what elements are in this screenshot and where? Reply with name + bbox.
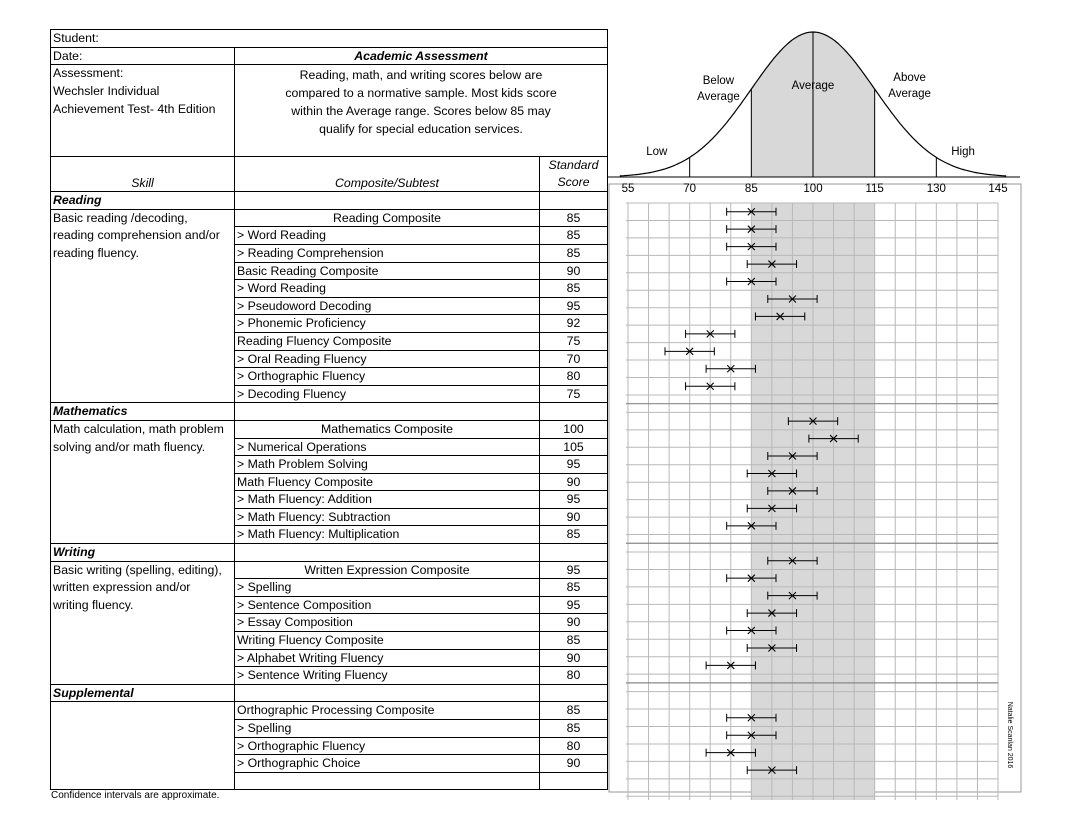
subtest-header: Composite/Subtest [235, 157, 540, 192]
x-tick-label: 145 [988, 183, 1008, 195]
subtest-name: > Sentence Writing Fluency [235, 667, 540, 685]
section-header-row [51, 403, 608, 421]
intro-line: Reading, math, and writing scores below are [299, 68, 543, 83]
standard-score: 80 [540, 737, 608, 755]
section-title: Supplemental [51, 684, 235, 702]
curve-label-below-average: Average [697, 91, 740, 103]
standard-score: 85 [540, 632, 608, 650]
table-row [51, 561, 608, 579]
assessment-line: Assessment: [53, 66, 124, 81]
student-label: Student: [51, 30, 608, 48]
subtest-name: Written Expression Composite [235, 561, 540, 579]
standard-score: 105 [540, 438, 608, 456]
intro-line: within the Average range. Scores below 85 may [291, 104, 551, 119]
standard-score: 90 [540, 755, 608, 773]
subtest-name: > Spelling [235, 720, 540, 738]
credit-text: Natalie Scanlan 2016 [1006, 701, 1013, 769]
standard-score: 85 [540, 720, 608, 738]
x-tick-label: 100 [803, 183, 823, 195]
empty-cell [235, 403, 540, 421]
subtest-name: > Orthographic Choice [235, 755, 540, 773]
score-header-line: Standard [548, 158, 599, 173]
subtest-name: Math Fluency Composite [235, 473, 540, 491]
date-label: Date: [51, 47, 235, 65]
table-row [51, 420, 608, 438]
subtest-name: Basic Reading Composite [235, 262, 540, 280]
skill-header: Skill [51, 157, 235, 192]
subtest-name: > Orthographic Fluency [235, 737, 540, 755]
subtest-name: Mathematics Composite [235, 420, 540, 438]
subtest-name: > Spelling [235, 579, 540, 597]
curve-label-low: Low [646, 146, 668, 158]
standard-score: 90 [540, 262, 608, 280]
student-row [51, 30, 608, 48]
subtest-name: > Math Problem Solving [235, 456, 540, 474]
description-line: Basic writing (spelling, editing), [53, 562, 222, 577]
section-header-row [51, 544, 608, 562]
intro-row [51, 65, 608, 157]
x-tick-label: 85 [744, 183, 758, 195]
standard-score: 85 [540, 227, 608, 245]
standard-score: 90 [540, 508, 608, 526]
subtest-name: > Numerical Operations [235, 438, 540, 456]
standard-score: 85 [540, 209, 608, 227]
standard-score: 95 [540, 456, 608, 474]
assessment-table [50, 29, 608, 790]
section-description [51, 561, 235, 684]
subtest-name: > Math Fluency: Subtraction [235, 508, 540, 526]
empty-cell [235, 684, 540, 702]
section-header-row [51, 192, 608, 210]
subtest-name: Reading Fluency Composite [235, 332, 540, 350]
standard-score: 70 [540, 350, 608, 368]
curve-label-average: Average [791, 80, 835, 92]
subtest-name: > Oral Reading Fluency [235, 350, 540, 368]
x-tick-label: 115 [865, 183, 884, 195]
standard-score: 85 [540, 526, 608, 544]
curve-label-above-average: Above [893, 72, 926, 84]
date-row [51, 47, 608, 65]
standard-score: 95 [540, 297, 608, 315]
standard-score: 90 [540, 473, 608, 491]
section-description [51, 209, 235, 403]
intro-line: compared to a normative sample. Most kids score [285, 86, 557, 101]
standard-score [540, 772, 608, 790]
footnote: Confidence intervals are approximate. [51, 790, 220, 801]
subtest-name: > Essay Composition [235, 614, 540, 632]
section-title: Reading [51, 192, 235, 210]
section-title: Writing [51, 544, 235, 562]
description-line: solving and/or math fluency. [53, 439, 206, 454]
table-row [51, 702, 608, 720]
section-description [51, 702, 235, 790]
description-line: reading fluency. [53, 246, 139, 261]
empty-cell [540, 403, 608, 421]
subtest-name: > Decoding Fluency [235, 385, 540, 403]
standard-score: 90 [540, 649, 608, 667]
description-line: written expression and/or [53, 580, 191, 595]
standard-score: 100 [540, 420, 608, 438]
assessment-line: Achievement Test- 4th Edition [53, 101, 216, 116]
score-header [540, 157, 608, 192]
intro-text [235, 65, 608, 157]
subtest-name: > Reading Comprehension [235, 244, 540, 262]
standard-score: 85 [540, 702, 608, 720]
subtest-name: Writing Fluency Composite [235, 632, 540, 650]
standard-score: 90 [540, 614, 608, 632]
subtest-name: Reading Composite [235, 209, 540, 227]
subtest-name: > Phonemic Proficiency [235, 315, 540, 333]
curve-label-high: High [951, 146, 975, 158]
score-chart [600, 20, 1030, 800]
subtest-name: Orthographic Processing Composite [235, 702, 540, 720]
intro-line: qualify for special education services. [319, 122, 523, 137]
subtest-name: > Word Reading [235, 280, 540, 298]
description-line: Math calculation, math problem [53, 421, 224, 436]
column-header-row [51, 157, 608, 192]
x-tick-label: 55 [621, 183, 635, 195]
x-tick-label: 70 [683, 183, 697, 195]
standard-score: 85 [540, 280, 608, 298]
subtest-name: > Math Fluency: Addition [235, 491, 540, 509]
description-line: writing fluency. [53, 598, 134, 613]
subtest-name: > Alphabet Writing Fluency [235, 649, 540, 667]
standard-score: 85 [540, 244, 608, 262]
assessment-name [51, 65, 235, 157]
subtest-name: > Pseudoword Decoding [235, 297, 540, 315]
subtest-name: > Word Reading [235, 227, 540, 245]
subtest-name: > Sentence Composition [235, 596, 540, 614]
section-description [51, 420, 235, 543]
subtest-name: > Orthographic Fluency [235, 368, 540, 386]
description-line: Basic reading /decoding, [53, 210, 188, 225]
assessment-title: Academic Assessment [235, 47, 608, 65]
standard-score: 75 [540, 385, 608, 403]
subtest-name [235, 772, 540, 790]
empty-cell [540, 684, 608, 702]
standard-score: 85 [540, 579, 608, 597]
subtest-name: > Math Fluency: Multiplication [235, 526, 540, 544]
standard-score: 92 [540, 315, 608, 333]
empty-cell [235, 192, 540, 210]
section-header-row [51, 684, 608, 702]
standard-score: 95 [540, 561, 608, 579]
standard-score: 95 [540, 596, 608, 614]
curve-label-above-average: Average [888, 88, 931, 100]
empty-cell [235, 544, 540, 562]
assessment-line: Wechsler Individual [53, 83, 160, 98]
standard-score: 95 [540, 491, 608, 509]
empty-cell [540, 192, 608, 210]
score-header-line: Score [557, 175, 590, 190]
x-tick-label: 130 [926, 183, 946, 195]
description-line: reading comprehension and/or [53, 228, 220, 243]
standard-score: 80 [540, 667, 608, 685]
standard-score: 80 [540, 368, 608, 386]
section-title: Mathematics [51, 403, 235, 421]
curve-label-below-average: Below [702, 75, 735, 87]
table-row [51, 209, 608, 227]
empty-cell [540, 544, 608, 562]
standard-score: 75 [540, 332, 608, 350]
